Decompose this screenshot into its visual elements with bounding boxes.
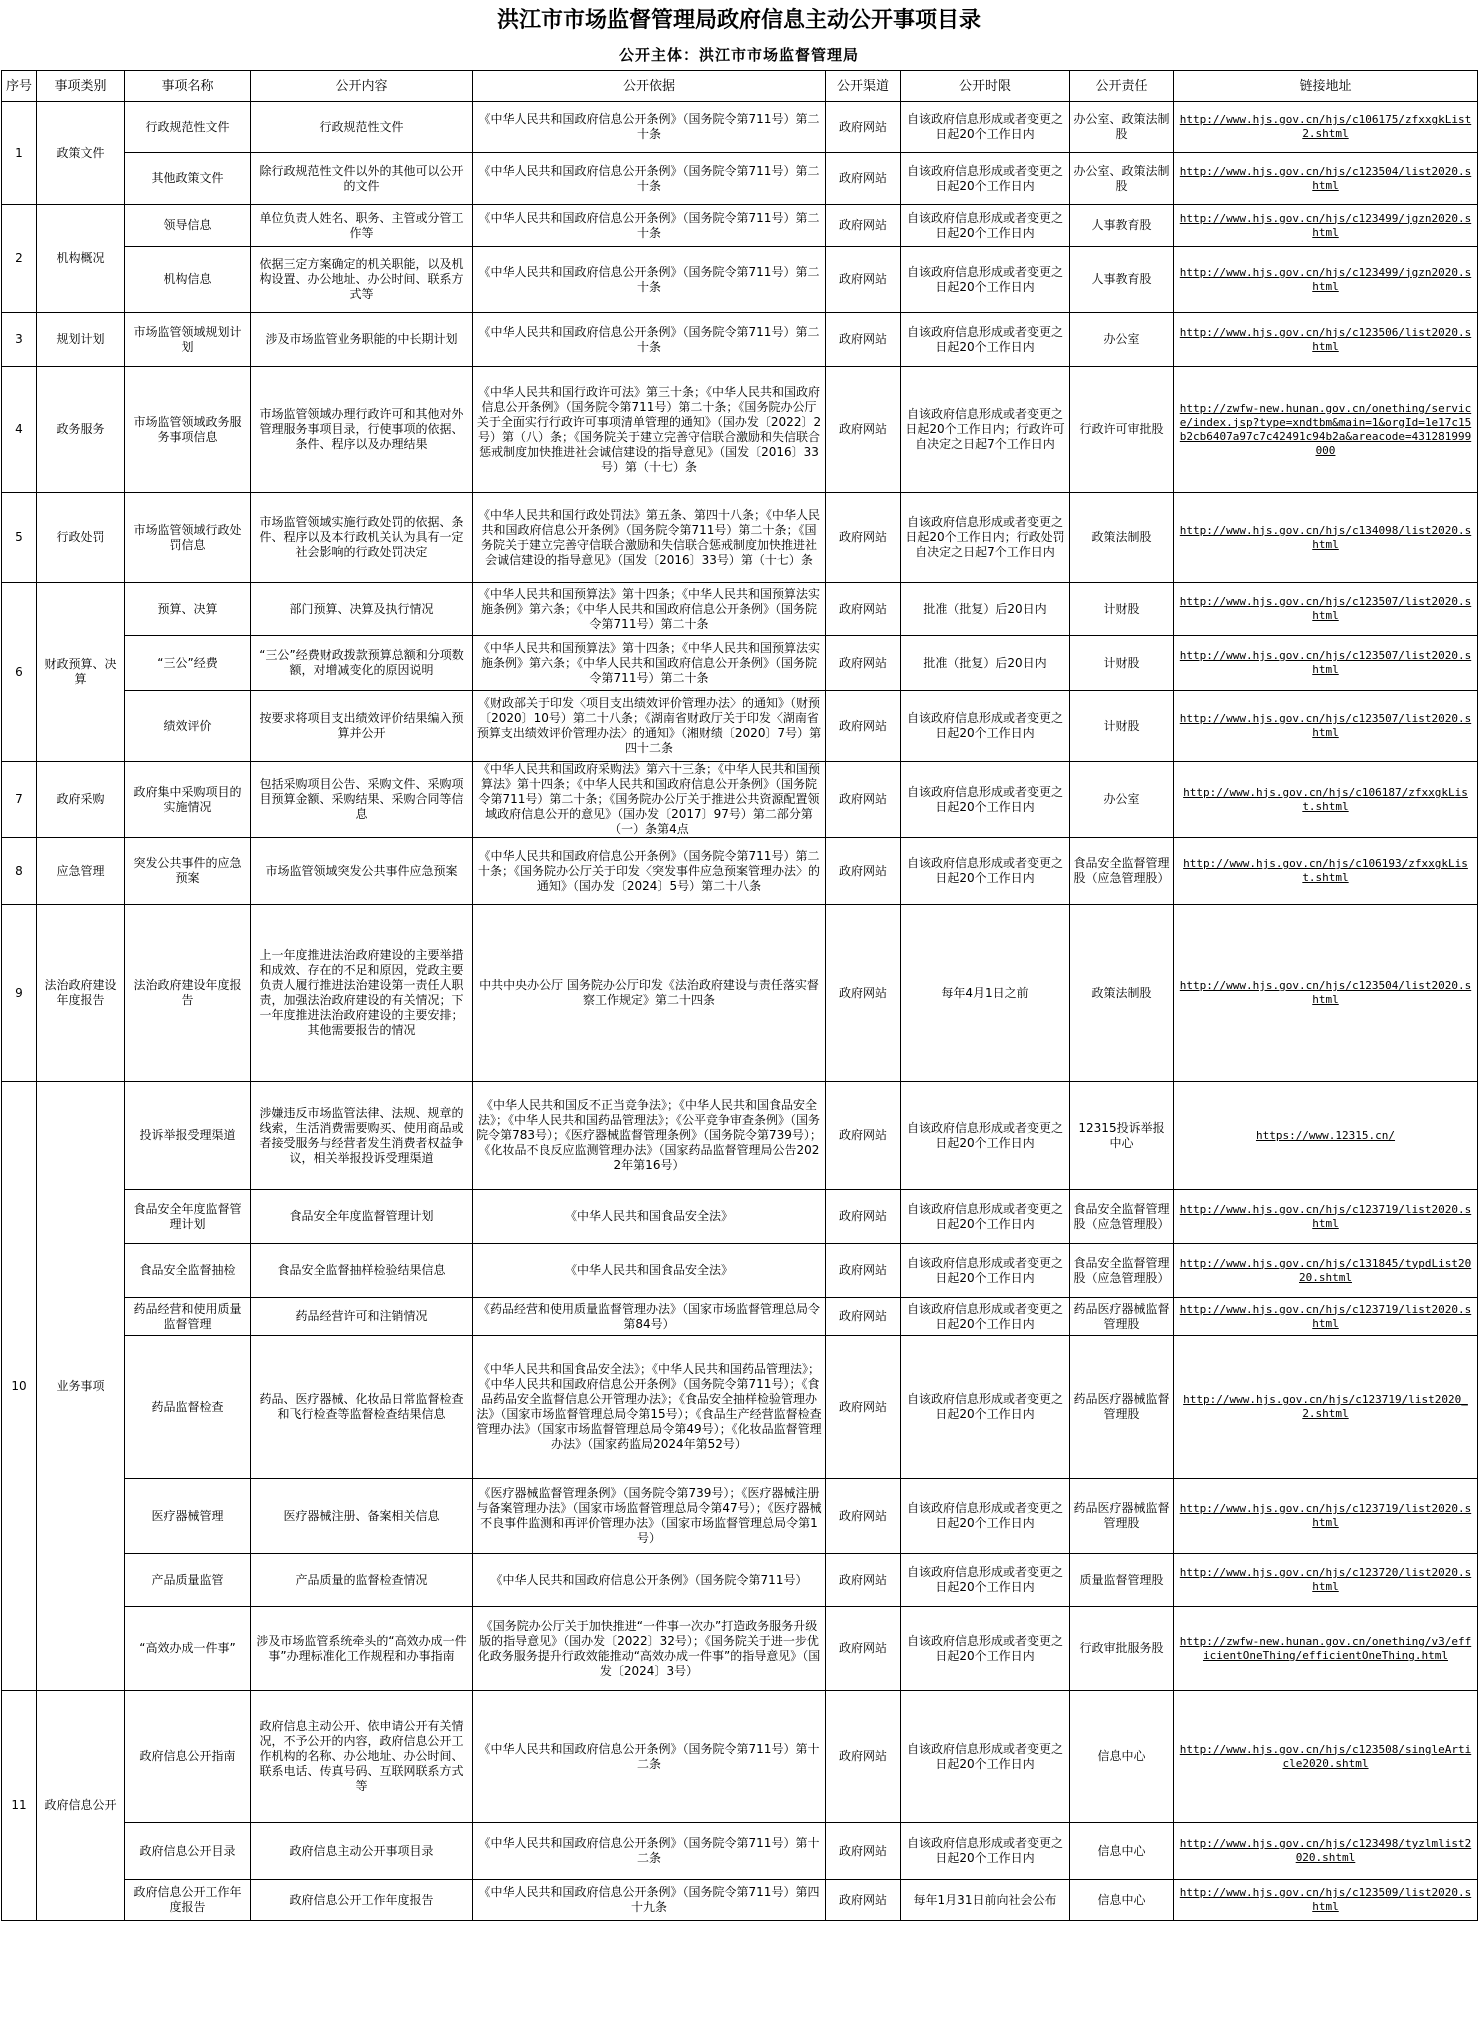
item-name-cell: “高效办成一件事” <box>125 1607 251 1691</box>
responsibility-cell: 药品医疗器械监督管理股 <box>1070 1479 1174 1554</box>
time-limit-cell: 自该政府信息形成或者变更之日起20个工作日内 <box>901 1823 1070 1880</box>
table-row <box>2 1082 1478 1190</box>
link-cell[interactable]: http://www.hjs.gov.cn/hjs/c123719/list2020.shtml <box>1174 1298 1478 1336</box>
channel-cell: 政府网站 <box>826 153 901 205</box>
basis-cell: 《中华人民共和国政府信息公开条例》（国务院令第711号）第四十九条 <box>473 1880 826 1921</box>
basis-cell: 中共中央办公厅 国务院办公厅印发《法治政府建设与责任落实督察工作规定》第二十四条 <box>473 905 826 1082</box>
link-cell[interactable]: http://www.hjs.gov.cn/hjs/c123719/list2020.shtml <box>1174 1479 1478 1554</box>
link-cell[interactable]: http://www.hjs.gov.cn/hjs/c123509/list2020.shtml <box>1174 1880 1478 1921</box>
channel-cell: 政府网站 <box>826 1607 901 1691</box>
time-limit-cell: 自该政府信息形成或者变更之日起20个工作日内 <box>901 1190 1070 1244</box>
responsibility-cell: 办公室 <box>1070 762 1174 838</box>
item-name-cell: 投诉举报受理渠道 <box>125 1082 251 1190</box>
time-limit-cell: 自该政府信息形成或者变更之日起20个工作日内 <box>901 247 1070 313</box>
basis-cell: 《中华人民共和国食品安全法》 <box>473 1244 826 1298</box>
header-channel: 公开渠道 <box>826 71 901 102</box>
responsibility-cell: 计财股 <box>1070 691 1174 762</box>
channel-cell: 政府网站 <box>826 313 901 367</box>
time-limit-cell: 每年1月31日前向社会公布 <box>901 1880 1070 1921</box>
time-limit-cell: 自该政府信息形成或者变更之日起20个工作日内 <box>901 1607 1070 1691</box>
header-no: 序号 <box>2 71 37 102</box>
group-number-cell: 7 <box>2 762 37 838</box>
basis-cell: 《中华人民共和国政府信息公开条例》（国务院令第711号）第二十条 <box>473 247 826 313</box>
group-number-cell: 6 <box>2 583 37 762</box>
responsibility-cell: 食品安全监督管理股（应急管理股） <box>1070 1244 1174 1298</box>
group-number-cell: 11 <box>2 1691 37 1921</box>
content-cell: 依据三定方案确定的机关职能，以及机构设置、办公地址、办公时间、联系方式等 <box>251 247 473 313</box>
time-limit-cell: 批准（批复）后20日内 <box>901 636 1070 691</box>
content-cell: 市场监管领域实施行政处罚的依据、条件、程序以及本行政机关认为具有一定社会影响的行政处罚决定 <box>251 493 473 583</box>
responsibility-cell: 12315投诉举报中心 <box>1070 1082 1174 1190</box>
content-cell: 食品安全年度监督管理计划 <box>251 1190 473 1244</box>
group-number-cell: 10 <box>2 1082 37 1691</box>
link-cell[interactable]: http://www.hjs.gov.cn/hjs/c123506/list2020.shtml <box>1174 313 1478 367</box>
link-cell[interactable]: http://www.hjs.gov.cn/hjs/c123504/list2020.shtml <box>1174 905 1478 1082</box>
channel-cell: 政府网站 <box>826 691 901 762</box>
link-cell[interactable]: https://www.12315.cn/ <box>1174 1082 1478 1190</box>
channel-cell: 政府网站 <box>826 636 901 691</box>
link-cell[interactable]: http://www.hjs.gov.cn/hjs/c123507/list2020.shtml <box>1174 583 1478 636</box>
header-content: 公开内容 <box>251 71 473 102</box>
header-time-limit: 公开时限 <box>901 71 1070 102</box>
responsibility-cell: 信息中心 <box>1070 1691 1174 1823</box>
basis-cell: 《中华人民共和国政府信息公开条例》（国务院令第711号）第二十条 <box>473 205 826 247</box>
time-limit-cell: 自该政府信息形成或者变更之日起20个工作日内 <box>901 1082 1070 1190</box>
link-cell[interactable]: http://www.hjs.gov.cn/hjs/c123719/list2020.shtml <box>1174 1190 1478 1244</box>
basis-cell: 《药品经营和使用质量监督管理办法》（国家市场监督管理总局令第84号） <box>473 1298 826 1336</box>
group-category-cell: 行政处罚 <box>37 493 125 583</box>
basis-cell: 《中华人民共和国行政处罚法》第五条、第四十八条；《中华人民共和国政府信息公开条例》（国务院令第711号）第二十条；《国务院关于建立完善守信联合激励和失信联合惩戒制度加快推进社会诚信建设的指导意见》（国发〔2016〕33号）第（十七）条 <box>473 493 826 583</box>
item-name-cell: 绩效评价 <box>125 691 251 762</box>
header-basis: 公开依据 <box>473 71 826 102</box>
content-cell: 市场监管领域办理行政许可和其他对外管理服务事项目录，行使事项的依据、条件、程序以及办理结果 <box>251 367 473 493</box>
table-row <box>2 205 1478 247</box>
basis-cell: 《中华人民共和国政府信息公开条例》（国务院令第711号）第二十条 <box>473 313 826 367</box>
content-cell: 食品安全监督抽样检验结果信息 <box>251 1244 473 1298</box>
responsibility-cell: 行政审批服务股 <box>1070 1607 1174 1691</box>
channel-cell: 政府网站 <box>826 1336 901 1479</box>
basis-cell: 《中华人民共和国反不正当竞争法》；《中华人民共和国食品安全法》；《中华人民共和国药品管理法》；《公平竞争审查条例》（国务院令第783号）；《医疗器械监督管理条例》（国务院令第739号）；《化妆品不良反应监测管理办法》（国家药品监督管理局公告2022年第16号） <box>473 1082 826 1190</box>
channel-cell: 政府网站 <box>826 1082 901 1190</box>
group-category-cell: 规划计划 <box>37 313 125 367</box>
basis-cell: 《中华人民共和国政府信息公开条例》（国务院令第711号）第十二条 <box>473 1691 826 1823</box>
group-category-cell: 业务事项 <box>37 1082 125 1691</box>
table-row <box>2 1244 1478 1298</box>
item-name-cell: 药品经营和使用质量监督管理 <box>125 1298 251 1336</box>
channel-cell: 政府网站 <box>826 1691 901 1823</box>
responsibility-cell: 办公室、政策法制股 <box>1070 102 1174 153</box>
basis-cell: 《中华人民共和国政府采购法》第六十三条；《中华人民共和国预算法》第十四条；《中华人民共和国政府信息公开条例》（国务院令第711号）第二十条；《国务院办公厅关于推进公共资源配置领域政府信息公开的意见》（国办发〔2017〕97号）第二部分第（一）条第4点 <box>473 762 826 838</box>
table-row <box>2 153 1478 205</box>
group-category-cell: 政策文件 <box>37 102 125 205</box>
table-row <box>2 247 1478 313</box>
channel-cell: 政府网站 <box>826 1244 901 1298</box>
table-row <box>2 1823 1478 1880</box>
group-category-cell: 政府采购 <box>37 762 125 838</box>
channel-cell: 政府网站 <box>826 1479 901 1554</box>
time-limit-cell: 自该政府信息形成或者变更之日起20个工作日内 <box>901 838 1070 905</box>
time-limit-cell: 自该政府信息形成或者变更之日起20个工作日内 <box>901 205 1070 247</box>
group-category-cell: 财政预算、决算 <box>37 583 125 762</box>
item-name-cell: 市场监管领域行政处罚信息 <box>125 493 251 583</box>
basis-cell: 《中华人民共和国食品安全法》；《中华人民共和国药品管理法》；《中华人民共和国政府信息公开条例》（国务院令第711号）；《食品药品安全监督信息公开管理办法》；《食品安全抽样检验管理办法》（国家市场监督管理总局令第15号）；《食品生产经营监督检查管理办法》（国家市场监督管理总局令第49号）；《化妆品监督管理办法》（国家药监局2024年第52号） <box>473 1336 826 1479</box>
item-name-cell: 其他政策文件 <box>125 153 251 205</box>
time-limit-cell: 自该政府信息形成或者变更之日起20个工作日内 <box>901 153 1070 205</box>
responsibility-cell: 质量监督管理股 <box>1070 1554 1174 1607</box>
time-limit-cell: 自该政府信息形成或者变更之日起20个工作日内 <box>901 1336 1070 1479</box>
group-category-cell: 法治政府建设年度报告 <box>37 905 125 1082</box>
link-cell[interactable]: http://www.hjs.gov.cn/hjs/c131845/typdList2020.shtml <box>1174 1244 1478 1298</box>
document-title: 洪江市市场监督管理局政府信息主动公开事项目录 <box>496 7 981 33</box>
responsibility-cell: 食品安全监督管理股（应急管理股） <box>1070 1190 1174 1244</box>
item-name-cell: 食品安全监督抽检 <box>125 1244 251 1298</box>
item-name-cell: 法治政府建设年度报告 <box>125 905 251 1082</box>
channel-cell: 政府网站 <box>826 838 901 905</box>
responsibility-cell: 信息中心 <box>1070 1880 1174 1921</box>
responsibility-cell: 药品医疗器械监督管理股 <box>1070 1298 1174 1336</box>
channel-cell: 政府网站 <box>826 1823 901 1880</box>
channel-cell: 政府网站 <box>826 367 901 493</box>
time-limit-cell: 自该政府信息形成或者变更之日起20个工作日内 <box>901 1244 1070 1298</box>
table-row <box>2 1298 1478 1336</box>
link-cell[interactable]: http://www.hjs.gov.cn/hjs/c123719/list2020_2.shtml <box>1174 1336 1478 1479</box>
basis-cell: 《医疗器械监督管理条例》（国务院令第739号）；《医疗器械注册与备案管理办法》（国家市场监督管理总局令第47号）；《医疗器械不良事件监测和再评价管理办法》（国家市场监督管理总局令第1号） <box>473 1479 826 1554</box>
link-cell[interactable]: http://www.hjs.gov.cn/hjs/c123508/singleArticle2020.shtml <box>1174 1691 1478 1823</box>
item-name-cell: 政府信息公开目录 <box>125 1823 251 1880</box>
header-row <box>2 71 1478 102</box>
responsibility-cell: 政策法制股 <box>1070 493 1174 583</box>
time-limit-cell: 自该政府信息形成或者变更之日起20个工作日内 <box>901 313 1070 367</box>
content-cell: 上一年度推进法治政府建设的主要举措和成效、存在的不足和原因，党政主要负责人履行推进法治建设第一责任人职责，加强法治政府建设的有关情况；下一年度推进法治政府建设的主要安排；其他需要报告的情况 <box>251 905 473 1082</box>
time-limit-cell: 自该政府信息形成或者变更之日起20个工作日内 <box>901 1479 1070 1554</box>
responsibility-cell: 人事教育股 <box>1070 247 1174 313</box>
responsibility-cell: 办公室、政策法制股 <box>1070 153 1174 205</box>
basis-cell: 《中华人民共和国行政许可法》第三十条；《中华人民共和国政府信息公开条例》（国务院令第711号）第二十条；《国务院办公厅关于全面实行行政许可事项清单管理的通知》（国办发〔2022〕2号）第（八）条；《国务院关于建立完善守信联合激励和失信联合惩戒制度加快推进社会诚信建设的指导意见》（国发〔2016〕33号）第（十七）条 <box>473 367 826 493</box>
time-limit-cell: 每年4月1日之前 <box>901 905 1070 1082</box>
group-number-cell: 4 <box>2 367 37 493</box>
table-row <box>2 367 1478 493</box>
content-cell: 政府信息主动公开事项目录 <box>251 1823 473 1880</box>
link-cell[interactable]: http://www.hjs.gov.cn/hjs/c106175/zfxxgkList2.shtml <box>1174 102 1478 153</box>
basis-cell: 《中华人民共和国政府信息公开条例》（国务院令第711号）第二十条 <box>473 102 826 153</box>
basis-cell: 《中华人民共和国政府信息公开条例》（国务院令第711号）第二十条 <box>473 153 826 205</box>
content-cell: 政府信息主动公开、依申请公开有关情况，不予公开的内容，政府信息公开工作机构的名称、办公地址、办公时间、联系电话、传真号码、互联网联系方式等 <box>251 1691 473 1823</box>
item-name-cell: 机构信息 <box>125 247 251 313</box>
item-name-cell: 预算、决算 <box>125 583 251 636</box>
time-limit-cell: 自该政府信息形成或者变更之日起20个工作日内；行政许可自决定之日起7个工作日内 <box>901 367 1070 493</box>
time-limit-cell: 自该政府信息形成或者变更之日起20个工作日内 <box>901 1554 1070 1607</box>
link-cell[interactable]: http://www.hjs.gov.cn/hjs/c123507/list2020.shtml <box>1174 636 1478 691</box>
responsibility-cell: 行政许可审批股 <box>1070 367 1174 493</box>
responsibility-cell: 食品安全监督管理股（应急管理股） <box>1070 838 1174 905</box>
table-row <box>2 691 1478 762</box>
item-name-cell: 突发公共事件的应急预案 <box>125 838 251 905</box>
table-row <box>2 1190 1478 1244</box>
catalog-table <box>1 70 1478 1921</box>
channel-cell: 政府网站 <box>826 905 901 1082</box>
group-category-cell: 机构概况 <box>37 205 125 313</box>
item-name-cell: 领导信息 <box>125 205 251 247</box>
channel-cell: 政府网站 <box>826 493 901 583</box>
time-limit-cell: 自该政府信息形成或者变更之日起20个工作日内；行政处罚自决定之日起7个工作日内 <box>901 493 1070 583</box>
content-cell: 涉嫌违反市场监管法律、法规、规章的线索，生活消费需要购买、使用商品或者接受服务与经营者发生消费者权益争议，相关举报投诉受理渠道 <box>251 1082 473 1190</box>
group-category-cell: 政务服务 <box>37 367 125 493</box>
time-limit-cell: 自该政府信息形成或者变更之日起20个工作日内 <box>901 762 1070 838</box>
table-row <box>2 1880 1478 1921</box>
group-number-cell: 3 <box>2 313 37 367</box>
item-name-cell: 政府信息公开工作年度报告 <box>125 1880 251 1921</box>
header-category: 事项类别 <box>37 71 125 102</box>
content-cell: 医疗器械注册、备案相关信息 <box>251 1479 473 1554</box>
link-cell[interactable]: http://www.hjs.gov.cn/hjs/c106187/zfxxgkList.shtml <box>1174 762 1478 838</box>
table-row <box>2 1607 1478 1691</box>
content-cell: 产品质量的监督检查情况 <box>251 1554 473 1607</box>
channel-cell: 政府网站 <box>826 583 901 636</box>
item-name-cell: 药品监督检查 <box>125 1336 251 1479</box>
responsibility-cell: 政策法制股 <box>1070 905 1174 1082</box>
basis-cell: 《中华人民共和国政府信息公开条例》（国务院令第711号）第十二条 <box>473 1823 826 1880</box>
content-cell: 药品经营许可和注销情况 <box>251 1298 473 1336</box>
header-link: 链接地址 <box>1174 71 1478 102</box>
item-name-cell: 食品安全年度监督管理计划 <box>125 1190 251 1244</box>
link-cell[interactable]: http://www.hjs.gov.cn/hjs/c123720/list2020.shtml <box>1174 1554 1478 1607</box>
link-cell[interactable]: http://www.hjs.gov.cn/hjs/c134098/list2020.shtml <box>1174 493 1478 583</box>
group-number-cell: 5 <box>2 493 37 583</box>
item-name-cell: 市场监管领域政务服务事项信息 <box>125 367 251 493</box>
item-name-cell: 医疗器械管理 <box>125 1479 251 1554</box>
header-responsibility: 公开责任 <box>1070 71 1174 102</box>
basis-cell: 《中华人民共和国政府信息公开条例》（国务院令第711号） <box>473 1554 826 1607</box>
content-cell: “三公”经费财政拨款预算总额和分项数额，对增减变化的原因说明 <box>251 636 473 691</box>
content-cell: 市场监管领域突发公共事件应急预案 <box>251 838 473 905</box>
item-name-cell: “三公”经费 <box>125 636 251 691</box>
document-subtitle: 公开主体：洪江市市场监督管理局 <box>618 46 859 64</box>
table-row <box>2 313 1478 367</box>
group-number-cell: 8 <box>2 838 37 905</box>
table-row <box>2 636 1478 691</box>
item-name-cell: 市场监管领域规划计划 <box>125 313 251 367</box>
table-row <box>2 1479 1478 1554</box>
channel-cell: 政府网站 <box>826 205 901 247</box>
link-cell[interactable]: http://zwfw-new.hunan.gov.cn/onething/v3/efficientOneThing/efficientOneThing.html <box>1174 1607 1478 1691</box>
item-name-cell: 政府集中采购项目的实施情况 <box>125 762 251 838</box>
responsibility-cell: 办公室 <box>1070 313 1174 367</box>
link-cell[interactable]: http://www.hjs.gov.cn/hjs/c123504/list2020.shtml <box>1174 153 1478 205</box>
content-cell: 涉及市场监管业务职能的中长期计划 <box>251 313 473 367</box>
link-cell[interactable]: http://www.hjs.gov.cn/hjs/c123499/jgzn2020.shtml <box>1174 247 1478 313</box>
group-number-cell: 1 <box>2 102 37 205</box>
content-cell: 除行政规范性文件以外的其他可以公开的文件 <box>251 153 473 205</box>
channel-cell: 政府网站 <box>826 762 901 838</box>
channel-cell: 政府网站 <box>826 247 901 313</box>
table-row <box>2 838 1478 905</box>
link-cell[interactable]: http://zwfw-new.hunan.gov.cn/onething/service/index.jsp?type=xndtbm&main=1&orgId=1e17c15b2cb6407a97c7c42491c94b2a&areacode=431281999000 <box>1174 367 1478 493</box>
responsibility-cell: 药品医疗器械监督管理股 <box>1070 1336 1174 1479</box>
channel-cell: 政府网站 <box>826 1880 901 1921</box>
table-row <box>2 102 1478 153</box>
time-limit-cell: 自该政府信息形成或者变更之日起20个工作日内 <box>901 1691 1070 1823</box>
table-row <box>2 762 1478 838</box>
table-row <box>2 493 1478 583</box>
basis-cell: 《财政部关于印发〈项目支出绩效评价管理办法〉的通知》（财预〔2020〕10号）第二十八条；《湖南省财政厅关于印发〈湖南省预算支出绩效评价管理办法〉的通知》（湘财绩〔2020〕7号）第四十二条 <box>473 691 826 762</box>
link-cell[interactable]: http://www.hjs.gov.cn/hjs/c123499/jgzn2020.shtml <box>1174 205 1478 247</box>
group-number-cell: 2 <box>2 205 37 313</box>
time-limit-cell: 自该政府信息形成或者变更之日起20个工作日内 <box>901 1298 1070 1336</box>
channel-cell: 政府网站 <box>826 102 901 153</box>
basis-cell: 《中华人民共和国预算法》第十四条；《中华人民共和国预算法实施条例》第六条；《中华人民共和国政府信息公开条例》（国务院令第711号）第二十条 <box>473 636 826 691</box>
content-cell: 单位负责人姓名、职务、主管或分管工作等 <box>251 205 473 247</box>
header-item-name: 事项名称 <box>125 71 251 102</box>
table-row <box>2 905 1478 1082</box>
link-cell[interactable]: http://www.hjs.gov.cn/hjs/c123498/tyzlmlist2020.shtml <box>1174 1823 1478 1880</box>
table-body <box>2 102 1478 1921</box>
responsibility-cell: 人事教育股 <box>1070 205 1174 247</box>
responsibility-cell: 计财股 <box>1070 583 1174 636</box>
basis-cell: 《中华人民共和国预算法》第十四条；《中华人民共和国预算法实施条例》第六条；《中华人民共和国政府信息公开条例》（国务院令第711号）第二十条 <box>473 583 826 636</box>
content-cell: 行政规范性文件 <box>251 102 473 153</box>
item-name-cell: 政府信息公开指南 <box>125 1691 251 1823</box>
basis-cell: 《中华人民共和国政府信息公开条例》（国务院令第711号）第二十条；《国务院办公厅关于印发〈突发事件应急预案管理办法〉的通知》（国办发〔2024〕5号）第二十八条 <box>473 838 826 905</box>
content-cell: 涉及市场监管系统牵头的“高效办成一件事”办理标准化工作规程和办事指南 <box>251 1607 473 1691</box>
responsibility-cell: 信息中心 <box>1070 1823 1174 1880</box>
content-cell: 按要求将项目支出绩效评价结果编入预算并公开 <box>251 691 473 762</box>
group-category-cell: 应急管理 <box>37 838 125 905</box>
content-cell: 包括采购项目公告、采购文件、采购项目预算金额、采购结果、采购合同等信息 <box>251 762 473 838</box>
content-cell: 药品、医疗器械、化妆品日常监督检查和飞行检查等监督检查结果信息 <box>251 1336 473 1479</box>
table-row <box>2 1336 1478 1479</box>
time-limit-cell: 批准（批复）后20日内 <box>901 583 1070 636</box>
responsibility-cell: 计财股 <box>1070 636 1174 691</box>
time-limit-cell: 自该政府信息形成或者变更之日起20个工作日内 <box>901 102 1070 153</box>
link-cell[interactable]: http://www.hjs.gov.cn/hjs/c123507/list2020.shtml <box>1174 691 1478 762</box>
channel-cell: 政府网站 <box>826 1190 901 1244</box>
basis-cell: 《中华人民共和国食品安全法》 <box>473 1190 826 1244</box>
basis-cell: 《国务院办公厅关于加快推进“一件事一次办”打造政务服务升级版的指导意见》（国办发〔2022〕32号）；《国务院关于进一步优化政务服务提升行政效能推动“高效办成一件事”的指导意见》（国发〔2024〕3号） <box>473 1607 826 1691</box>
table-row <box>2 583 1478 636</box>
content-cell: 部门预算、决算及执行情况 <box>251 583 473 636</box>
item-name-cell: 产品质量监管 <box>125 1554 251 1607</box>
link-cell[interactable]: http://www.hjs.gov.cn/hjs/c106193/zfxxgkList.shtml <box>1174 838 1478 905</box>
time-limit-cell: 自该政府信息形成或者变更之日起20个工作日内 <box>901 691 1070 762</box>
table-row <box>2 1691 1478 1823</box>
group-number-cell: 9 <box>2 905 37 1082</box>
content-cell: 政府信息公开工作年度报告 <box>251 1880 473 1921</box>
group-category-cell: 政府信息公开 <box>37 1691 125 1921</box>
table-row <box>2 1554 1478 1607</box>
item-name-cell: 行政规范性文件 <box>125 102 251 153</box>
channel-cell: 政府网站 <box>826 1554 901 1607</box>
channel-cell: 政府网站 <box>826 1298 901 1336</box>
